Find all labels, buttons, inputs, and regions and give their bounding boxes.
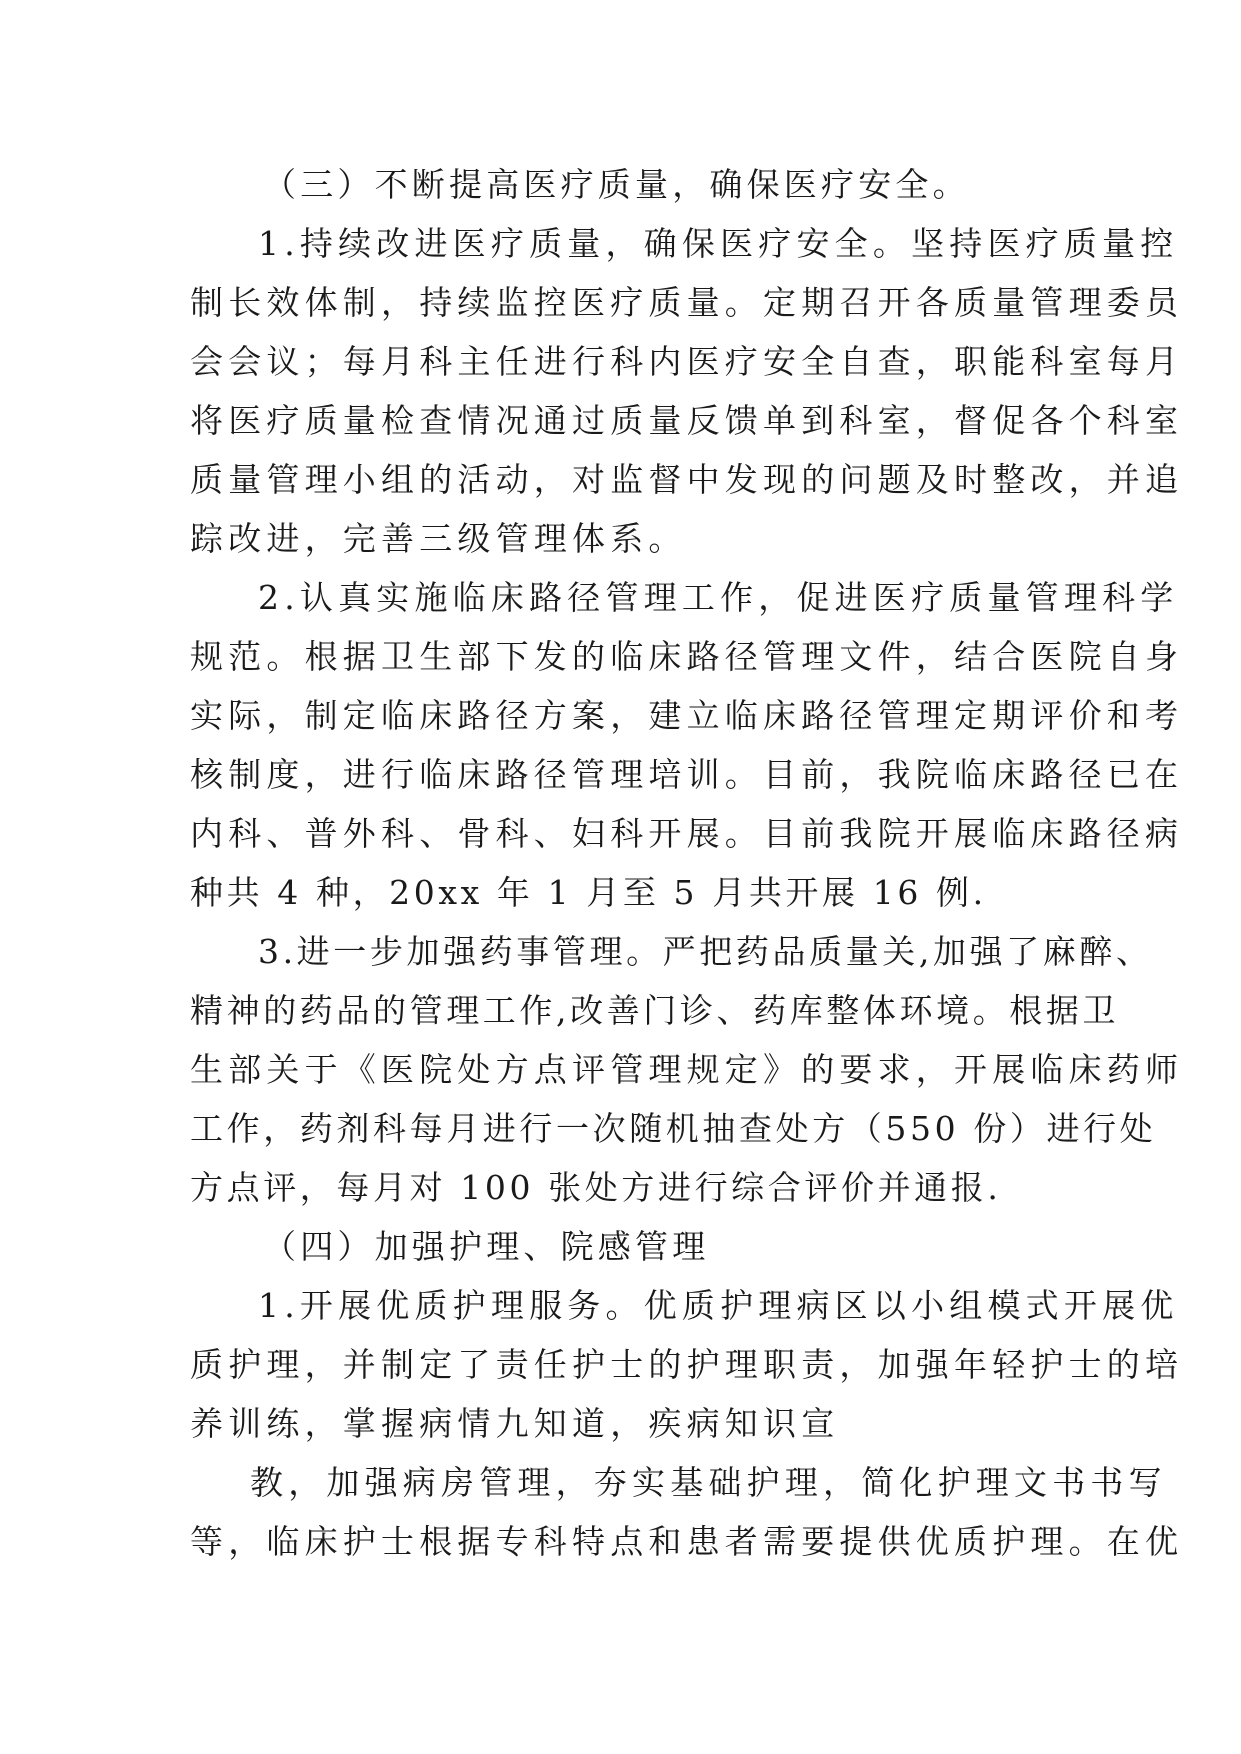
paragraph-line: 质量管理小组的活动，对监督中发现的问题及时整改，并追 bbox=[190, 460, 1184, 499]
paragraph-line: 精神的药品的管理工作,改善门诊、药库整体环境。根据卫 bbox=[190, 991, 1120, 1030]
paragraph-line: 踪改进，完善三级管理体系。 bbox=[190, 519, 687, 558]
section-heading-4: （四）加强护理、院感管理 bbox=[263, 1227, 710, 1266]
paragraph-line: 质护理，并制定了责任护士的护理职责，加强年轻护士的培 bbox=[190, 1345, 1184, 1384]
document-body bbox=[190, 155, 1184, 1571]
paragraph-line: 1.开展优质护理服务。优质护理病区以小组模式开展优 bbox=[258, 1286, 1179, 1325]
section-heading-3: （三）不断提高医疗质量，确保医疗安全。 bbox=[263, 165, 970, 204]
paragraph-line: 制长效体制，持续监控医疗质量。定期召开各质量管理委员 bbox=[190, 283, 1184, 322]
paragraph-line: 养训练，掌握病情九知道，疾病知识宣 bbox=[190, 1404, 840, 1443]
paragraph-line: 1.持续改进医疗质量，确保医疗安全。坚持医疗质量控 bbox=[258, 224, 1179, 263]
paragraph-line: 内科、普外科、骨科、妇科开展。目前我院开展临床路径病 bbox=[190, 814, 1184, 853]
paragraph-line: 2.认真实施临床路径管理工作，促进医疗质量管理科学 bbox=[258, 578, 1179, 617]
paragraph-line: 将医疗质量检查情况通过质量反馈单到科室，督促各个科室 bbox=[190, 401, 1184, 440]
paragraph-line: 等，临床护士根据专科特点和患者需要提供优质护理。在优 bbox=[190, 1522, 1184, 1561]
paragraph-line: 会会议；每月科主任进行科内医疗安全自查，职能科室每月 bbox=[190, 342, 1184, 381]
paragraph-line: 种共 4 种，20xx 年 1 月至 5 月共开展 16 例. bbox=[190, 873, 987, 912]
paragraph-line: 核制度，进行临床路径管理培训。目前，我院临床路径已在 bbox=[190, 755, 1184, 794]
paragraph-line: 方点评，每月对 100 张处方进行综合评价并通报. bbox=[190, 1168, 1002, 1207]
paragraph-line: 生部关于《医院处方点评管理规定》的要求，开展临床药师 bbox=[190, 1050, 1184, 1089]
paragraph-line: 实际，制定临床路径方案，建立临床路径管理定期评价和考 bbox=[190, 696, 1184, 735]
paragraph-line: 规范。根据卫生部下发的临床路径管理文件，结合医院自身 bbox=[190, 637, 1184, 676]
paragraph-line: 教，加强病房管理，夯实基础护理，简化护理文书书写 bbox=[250, 1463, 1167, 1502]
paragraph-line: 工作，药剂科每月进行一次随机抽查处方（550 份）进行处 bbox=[190, 1109, 1157, 1148]
paragraph-line: 3.进一步加强药事管理。严把药品质量关,加强了麻醉、 bbox=[258, 932, 1153, 971]
